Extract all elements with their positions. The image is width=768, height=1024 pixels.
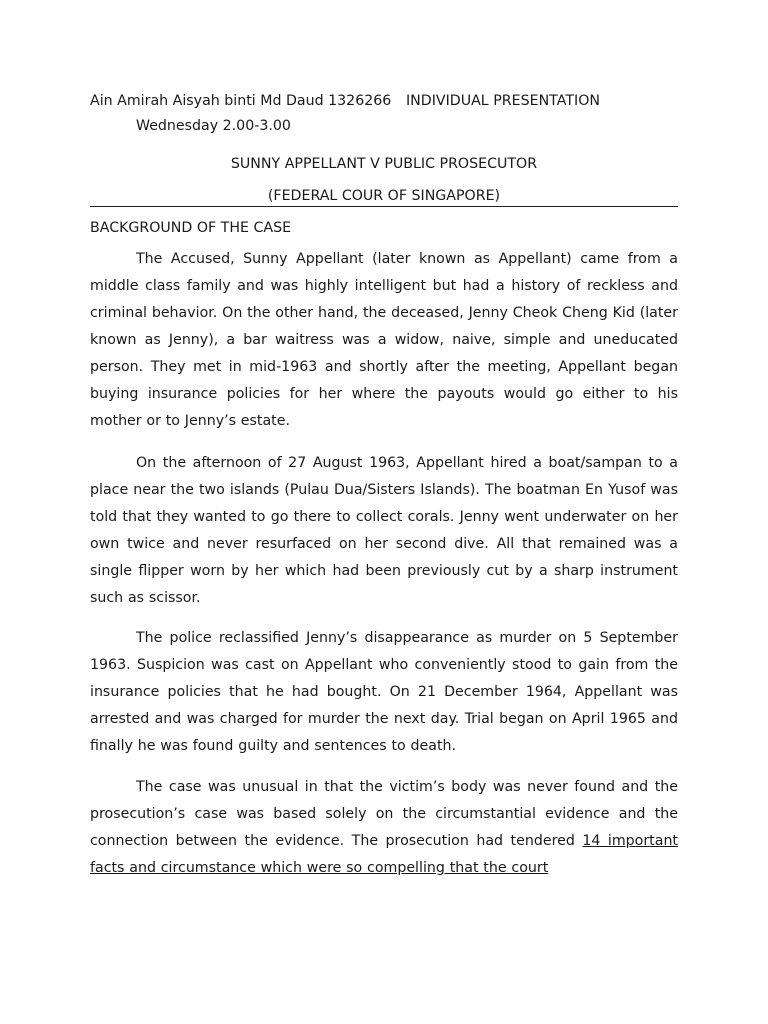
title-divider [90,206,678,207]
schedule-text: Wednesday 2.00-3.00 [136,118,291,134]
paragraph-background: The Accused, Sunny Appellant (later known as Appellant) came from a middle class family and was highly intelligent but had a history of reckless and criminal behavior. On the other hand, the deceased, Jenny Cheok Cheng Kid (later known as Jenny), a bar waitress was a widow, naive, simple and uneducated person. They met in mid-1963 and shortly after the meeting, Appellant began buying insurance policies for her where the payouts would go either to his mother or to Jenny’s estate. [90,251,678,429]
case-title: SUNNY APPELLANT V PUBLIC PROSECUTOR [230,156,538,172]
paragraph-investigation: The police reclassified Jenny’s disappearance as murder on 5 September 1963. Suspicion was cast on Appellant who conveniently stood to gain from the insurance policies that he had bought. On 21 December 1964, Appellant was arrested and was charged for murder the next day. Trial began on April 1965 and finally he was found guilty and sentences to death. [90,630,678,754]
section-heading: BACKGROUND OF THE CASE [90,220,292,236]
author-name: Ain Amirah Aisyah binti Md Daud 1326266 [90,93,392,109]
paragraph-incident: On the afternoon of 27 August 1963, Appellant hired a boat/sampan to a place near the two islands (Pulau Dua/Sisters Islands). The boatman En Yusof was told that they wanted to go there to collect corals. Jenny went underwater on her own twice and never resurfaced on her second dive. All that remained was a single flipper worn by her which had been previously cut by a sharp instrument such as scissor. [90,455,678,606]
underlined-evidence-text: 14 important facts and circumstance which were so compelling that the court [90,833,678,876]
court-name: (FEDERAL COUR OF SINGAPORE) [267,188,501,204]
paragraph-evidence [90,774,678,882]
paragraph-evidence-text: The case was unusual in that the victim’s body was never found and the prosecution’s case was based solely on the circumstantial evidence and the connection between the evidence. The prosecution had tendered [90,779,678,849]
presentation-label: INDIVIDUAL PRESENTATION [406,93,600,109]
header-line [90,92,600,110]
